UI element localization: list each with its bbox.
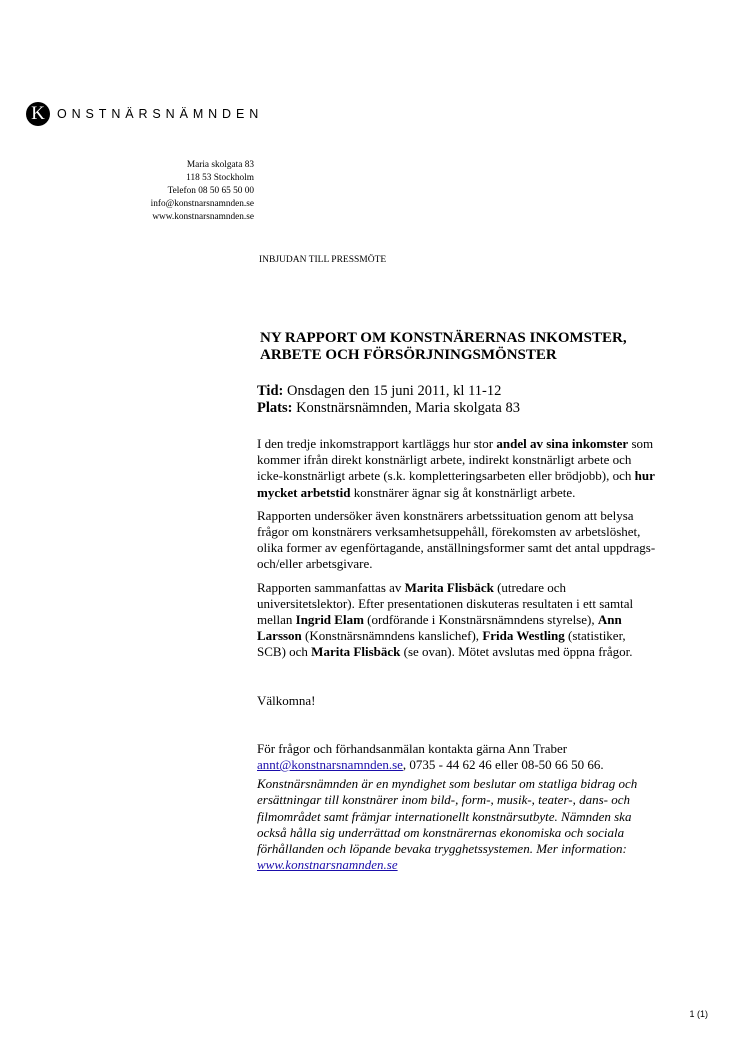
address-block [151, 159, 254, 224]
about-text: Konstnärsnämnden är en myndighet som beslutar om statliga bidrag och ersättningar till konstnärer inom bild-, form-, musik-, teater-, dans- och filmområdet samt främjar internationellt konstnärsutbyte. Nämnden ska också hålla sig underrättad om konstnärernas ekonomiska och sociala förhållanden och löpande bevaka trygghetssystemen. Mer information: www.konstnarsnamnden.se [257, 776, 638, 873]
address-web: www.konstnarsnamnden.se [152, 212, 254, 222]
time-label: Tid: [257, 383, 284, 399]
address-phone: Telefon 08 50 65 50 00 [167, 186, 254, 196]
event-time [257, 383, 657, 400]
paragraph-1: I den tredje inkomstrapport kartläggs hur stor andel av sina inkomster som kommer ifrån direkt konstnärligt arbete, indirekt konstnärligt arbete och icke-konstnärligt arbete (s.k. kompletteringsarbeten eller brödjobb), och hur mycket arbetstid konstnärer ägnar sig åt konstnärligt arbete. [257, 436, 655, 500]
paragraph-3: Rapporten sammanfattas av Marita Flisbäck (utredare och universitetslektor). Efter presentationen diskuteras resultaten i ett samtal mellan Ingrid Elam (ordförande i Konstnärsnämndens styrelse), Ann Larsson (Konstnärsnämndens kanslichef), Frida Westling (statistiker, SCB) och Marita Flisbäck (se ovan). Mötet avslutas med öppna frågor. [257, 579, 634, 660]
place-label: Plats: [257, 400, 293, 416]
logo [26, 102, 263, 126]
event-details [257, 383, 657, 417]
title-line-1: NY RAPPORT OM KONSTNÄRERNAS INKOMSTER, [260, 330, 627, 346]
main-content [257, 330, 657, 873]
address-email: info@konstnarsnamnden.se [150, 199, 254, 209]
logo-letter: K [26, 102, 50, 126]
invite-heading: INBJUDAN TILL PRESSMÖTE [259, 255, 387, 265]
website-link[interactable]: www.konstnarsnamnden.se [257, 857, 398, 873]
logo-name: ONSTNÄRSNÄMNDEN [57, 107, 264, 121]
address-street: Maria skolgata 83 [186, 160, 254, 170]
page-number: 1 (1) [689, 1009, 708, 1019]
paragraph-2: Rapporten undersöker även konstnärers arbetssituation genom att belysa frågor om konstnärers verksamhetsuppehåll, förekomsten av arbetslöshet, olika former av egenförtagande, anställningsformer samt det antal uppdrags- och/eller arbetsgivare. [257, 507, 656, 572]
event-place [257, 400, 657, 417]
place-value: Konstnärsnämnden, Maria skolgata 83 [296, 400, 520, 416]
address-city: 118 53 Stockholm [186, 173, 254, 183]
title-line-2: ARBETE OCH FÖRSÖRJNINGSMÖNSTER [260, 347, 557, 363]
time-value: Onsdagen den 15 juni 2011, kl 11-12 [286, 383, 502, 399]
welcome-text: Välkomna! [257, 692, 316, 708]
contact-text: För frågor och förhandsanmälan kontakta gärna Ann Traber annt@konstnarsnamnden.se, 0735 - 44 62 46 eller 08-50 66 50 66. [257, 740, 604, 773]
page-title [260, 330, 657, 364]
contact-email-link[interactable]: annt@konstnarsnamnden.se [257, 757, 403, 773]
